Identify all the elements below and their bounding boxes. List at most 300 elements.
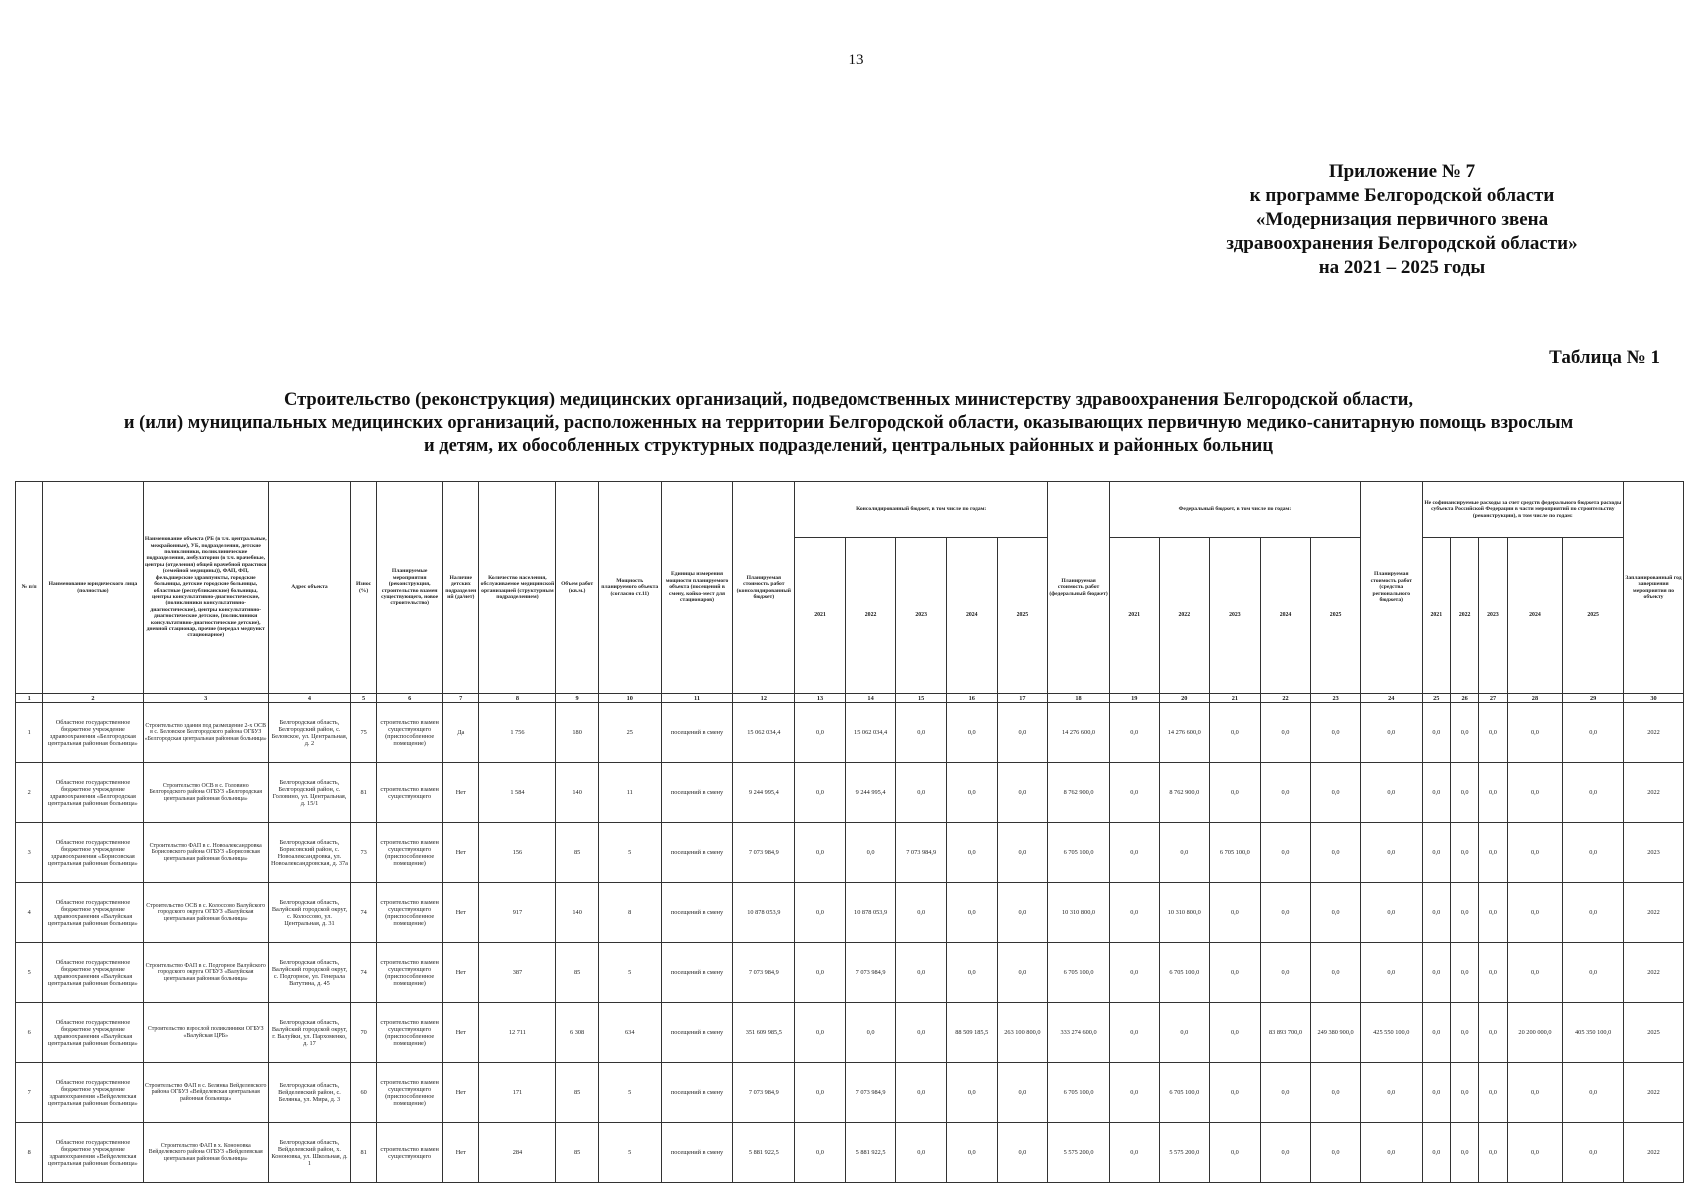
consolidated-year-cell: 0,0: [997, 1063, 1048, 1123]
column-number: 4: [268, 694, 350, 703]
column-number: 25: [1422, 694, 1450, 703]
header-year: 2025: [1563, 538, 1624, 694]
capacity-cell: 25: [598, 703, 661, 763]
cost-regional-cell: 425 550 100,0: [1360, 1003, 1422, 1063]
federal-year-cell: 5 575 200,0: [1159, 1123, 1210, 1183]
cost-consolidated-cell: 7 073 984,9: [733, 943, 795, 1003]
construction-table: [15, 481, 1684, 1183]
consolidated-year-cell: 7 073 984,9: [845, 943, 896, 1003]
header-year: 2024: [1507, 538, 1563, 694]
units-cell: посещений в смену: [661, 823, 733, 883]
column-number: 15: [896, 694, 947, 703]
cost-federal-cell: 8 762 900,0: [1048, 763, 1110, 823]
column-number: 26: [1450, 694, 1478, 703]
cost-consolidated-cell: 5 881 922,5: [733, 1123, 795, 1183]
federal-year-cell: 0,0: [1109, 1003, 1159, 1063]
cost-federal-cell: 333 274 600,0: [1048, 1003, 1110, 1063]
consolidated-year-cell: 0,0: [795, 763, 846, 823]
appendix-line: к программе Белгородской области: [1249, 185, 1555, 206]
header-year: 2023: [896, 538, 947, 694]
regional-year-cell: 0,0: [1450, 1063, 1478, 1123]
consolidated-year-cell: 0,0: [845, 823, 896, 883]
row-number: 6: [16, 1003, 43, 1063]
regional-year-cell: 0,0: [1479, 1003, 1507, 1063]
units-cell: посещений в смену: [661, 883, 733, 943]
wear-cell: 70: [350, 1003, 376, 1063]
legal-entity-cell: Областное государственное бюджетное учреждение здравоохранения «Валуйская центральная районная больница»: [43, 883, 143, 943]
table-label: Таблица № 1: [1549, 347, 1660, 368]
consolidated-year-cell: 0,0: [946, 763, 997, 823]
capacity-cell: 8: [598, 883, 661, 943]
units-cell: посещений в смену: [661, 1063, 733, 1123]
header-consolidated-group: Консолидированный бюджет, в том числе по годам:: [795, 482, 1048, 538]
header-population: Количество населения, обслуживаемое медицинской организацией (структурным подразделением): [479, 482, 556, 694]
table-row: [16, 823, 1684, 883]
measure-cell: строительство взамен существующего (приспособленное помещение): [377, 943, 443, 1003]
federal-year-cell: 0,0: [1260, 943, 1311, 1003]
header-year: 2022: [1450, 538, 1478, 694]
capacity-cell: 5: [598, 1123, 661, 1183]
federal-year-cell: 0,0: [1260, 763, 1311, 823]
children-cell: Нет: [443, 1003, 479, 1063]
cost-consolidated-cell: 7 073 984,9: [733, 1063, 795, 1123]
column-number: 27: [1479, 694, 1507, 703]
column-number: 5: [350, 694, 376, 703]
column-number: 20: [1159, 694, 1210, 703]
regional-year-cell: 0,0: [1479, 1123, 1507, 1183]
regional-year-cell: 0,0: [1563, 1063, 1624, 1123]
federal-year-cell: 0,0: [1159, 1003, 1210, 1063]
cost-federal-cell: 14 276 600,0: [1048, 703, 1110, 763]
cost-consolidated-cell: 10 878 053,9: [733, 883, 795, 943]
consolidated-year-cell: 0,0: [795, 943, 846, 1003]
header-year: 2021: [1422, 538, 1450, 694]
header-year: 2024: [1260, 538, 1311, 694]
completion-year-cell: 2022: [1624, 883, 1684, 943]
appendix-heading: [1172, 160, 1632, 280]
regional-year-cell: 0,0: [1479, 703, 1507, 763]
measure-cell: строительство взамен существующего (приспособленное помещение): [377, 1063, 443, 1123]
legal-entity-cell: Областное государственное бюджетное учреждение здравоохранения «Валуйская центральная районная больница»: [43, 1003, 143, 1063]
units-cell: посещений в смену: [661, 1123, 733, 1183]
wear-cell: 73: [350, 823, 376, 883]
population-cell: 171: [479, 1063, 556, 1123]
table-row: [16, 703, 1684, 763]
consolidated-year-cell: 0,0: [946, 943, 997, 1003]
measure-cell: строительство взамен существующего (приспособленное помещение): [377, 1003, 443, 1063]
federal-year-cell: 0,0: [1260, 1063, 1311, 1123]
federal-year-cell: 6 705 100,0: [1159, 1063, 1210, 1123]
federal-year-cell: 10 310 800,0: [1159, 883, 1210, 943]
federal-year-cell: 0,0: [1210, 883, 1261, 943]
header-volume: Объем работ (кв.м.): [556, 482, 599, 694]
title-line: и (или) муниципальных медицинских организаций, расположенных на территории Белгородской области, оказывающих первичную медико-санитарную помощь взрослым: [123, 413, 1574, 433]
header-planned-measures: Планируемые мероприятия (реконструкция, строительство взамен существующего, новое строительство): [377, 482, 443, 694]
cost-regional-cell: 0,0: [1360, 1063, 1422, 1123]
wear-cell: 60: [350, 1063, 376, 1123]
measure-cell: строительство взамен существующего (приспособленное помещение): [377, 883, 443, 943]
regional-year-cell: 0,0: [1450, 763, 1478, 823]
consolidated-year-cell: 0,0: [946, 883, 997, 943]
header-year: 2023: [1479, 538, 1507, 694]
consolidated-year-cell: 0,0: [795, 1063, 846, 1123]
cost-federal-cell: 6 705 100,0: [1048, 943, 1110, 1003]
federal-year-cell: 6 705 100,0: [1159, 943, 1210, 1003]
federal-year-cell: 83 893 700,0: [1260, 1003, 1311, 1063]
completion-year-cell: 2025: [1624, 1003, 1684, 1063]
federal-year-cell: 249 380 900,0: [1311, 1003, 1361, 1063]
regional-year-cell: 0,0: [1450, 1003, 1478, 1063]
consolidated-year-cell: 263 100 800,0: [997, 1003, 1048, 1063]
cost-consolidated-cell: 15 062 034,4: [733, 703, 795, 763]
federal-year-cell: 0,0: [1311, 823, 1361, 883]
header-cost-federal: Планируемая стоимость работ (федеральный бюджет): [1048, 482, 1110, 694]
federal-year-cell: 0,0: [1260, 1123, 1311, 1183]
appendix-line: здравоохранения Белгородской области»: [1226, 233, 1578, 254]
column-number: 19: [1109, 694, 1159, 703]
table-body: [16, 703, 1684, 1183]
row-number: 7: [16, 1063, 43, 1123]
address-cell: Белгородская область, Белгородский район, с. Головино, ул. Центральная, д. 15/1: [268, 763, 350, 823]
consolidated-year-cell: 0,0: [795, 703, 846, 763]
children-cell: Нет: [443, 883, 479, 943]
units-cell: посещений в смену: [661, 763, 733, 823]
row-number: 5: [16, 943, 43, 1003]
consolidated-year-cell: 0,0: [946, 703, 997, 763]
federal-year-cell: 0,0: [1159, 823, 1210, 883]
header-address: Адрес объекта: [268, 482, 350, 694]
population-cell: 1 584: [479, 763, 556, 823]
header-legal-entity: Наименование юридического лица (полностью): [43, 482, 143, 694]
consolidated-year-cell: 9 244 995,4: [845, 763, 896, 823]
volume-cell: 140: [556, 763, 599, 823]
consolidated-year-cell: 88 509 185,5: [946, 1003, 997, 1063]
consolidated-year-cell: 0,0: [795, 1003, 846, 1063]
population-cell: 1 756: [479, 703, 556, 763]
capacity-cell: 5: [598, 943, 661, 1003]
federal-year-cell: 0,0: [1210, 763, 1261, 823]
wear-cell: 81: [350, 1123, 376, 1183]
regional-year-cell: 0,0: [1422, 883, 1450, 943]
table-row: [16, 1003, 1684, 1063]
regional-year-cell: 0,0: [1479, 1063, 1507, 1123]
regional-year-cell: 0,0: [1563, 883, 1624, 943]
wear-cell: 74: [350, 883, 376, 943]
object-name-cell: Строительство ОСВ в с. Головино Белгородского района ОГБУЗ «Белгородская центральная районная больница»: [143, 763, 268, 823]
address-cell: Белгородская область, Валуйский городской округ, с. Колоссово, ул. Центральная, д. 31: [268, 883, 350, 943]
cost-federal-cell: 6 705 100,0: [1048, 1063, 1110, 1123]
consolidated-year-cell: 0,0: [946, 823, 997, 883]
measure-cell: строительство взамен существующего: [377, 763, 443, 823]
federal-year-cell: 6 705 100,0: [1210, 823, 1261, 883]
header-year: 2021: [795, 538, 846, 694]
object-name-cell: Строительство ФАП в х. Кононовка Вейделевского района ОГБУЗ «Вейделевская центральная районная больница»: [143, 1123, 268, 1183]
column-number: 7: [443, 694, 479, 703]
header-units: Единицы измерения мощности планируемого объекта (посещений в смену, койко-мест для стационаров): [661, 482, 733, 694]
title-line: и детям, их обособленных структурных подразделений, центральных районных и районных больниц: [424, 436, 1273, 456]
column-number: 3: [143, 694, 268, 703]
cost-regional-cell: 0,0: [1360, 763, 1422, 823]
row-number: 3: [16, 823, 43, 883]
federal-year-cell: 0,0: [1109, 943, 1159, 1003]
header-capacity: Мощность планируемого объекта (согласно ст.11): [598, 482, 661, 694]
regional-year-cell: 0,0: [1507, 943, 1563, 1003]
regional-year-cell: 0,0: [1422, 823, 1450, 883]
federal-year-cell: 8 762 900,0: [1159, 763, 1210, 823]
column-number: 13: [795, 694, 846, 703]
consolidated-year-cell: 0,0: [896, 1123, 947, 1183]
object-name-cell: Строительство здания под размещение 2-х ОСВ в с. Беловское Белгородского района ОГБУЗ «Белгородская центральная районная больница»: [143, 703, 268, 763]
federal-year-cell: 0,0: [1311, 1123, 1361, 1183]
header-cost-consolidated: Планируемая стоимость работ (консолидированный бюджет): [733, 482, 795, 694]
regional-year-cell: 0,0: [1422, 1123, 1450, 1183]
document-title: [40, 389, 1657, 458]
federal-year-cell: 0,0: [1311, 883, 1361, 943]
column-number: 29: [1563, 694, 1624, 703]
cost-regional-cell: 0,0: [1360, 883, 1422, 943]
object-name-cell: Строительство ФАП в с. Новоалександровка Борисовского района ОГБУЗ «Борисовская центральная районная больница»: [143, 823, 268, 883]
address-cell: Белгородская область, Валуйский городской округ, с. Подгорное, ул. Генерала Ватутина, д. 45: [268, 943, 350, 1003]
cost-consolidated-cell: 351 609 985,5: [733, 1003, 795, 1063]
header-year: 2024: [946, 538, 997, 694]
regional-year-cell: 0,0: [1563, 823, 1624, 883]
completion-year-cell: 2022: [1624, 1063, 1684, 1123]
regional-year-cell: 0,0: [1422, 703, 1450, 763]
federal-year-cell: 0,0: [1210, 1003, 1261, 1063]
children-cell: Нет: [443, 943, 479, 1003]
header-year: 2023: [1210, 538, 1261, 694]
consolidated-year-cell: 7 073 984,9: [845, 1063, 896, 1123]
column-number: 24: [1360, 694, 1422, 703]
federal-year-cell: 0,0: [1260, 883, 1311, 943]
column-number: 18: [1048, 694, 1110, 703]
regional-year-cell: 0,0: [1507, 763, 1563, 823]
column-number: 2: [43, 694, 143, 703]
completion-year-cell: 2022: [1624, 943, 1684, 1003]
federal-year-cell: 0,0: [1109, 703, 1159, 763]
units-cell: посещений в смену: [661, 703, 733, 763]
volume-cell: 180: [556, 703, 599, 763]
federal-year-cell: 0,0: [1210, 1123, 1261, 1183]
volume-cell: 85: [556, 823, 599, 883]
children-cell: Нет: [443, 763, 479, 823]
children-cell: Нет: [443, 1063, 479, 1123]
regional-year-cell: 0,0: [1422, 943, 1450, 1003]
federal-year-cell: 0,0: [1109, 763, 1159, 823]
children-cell: Нет: [443, 823, 479, 883]
regional-year-cell: 20 200 000,0: [1507, 1003, 1563, 1063]
column-number: 21: [1210, 694, 1261, 703]
capacity-cell: 634: [598, 1003, 661, 1063]
consolidated-year-cell: 0,0: [845, 1003, 896, 1063]
regional-year-cell: 0,0: [1507, 1063, 1563, 1123]
regional-year-cell: 0,0: [1507, 703, 1563, 763]
cost-federal-cell: 5 575 200,0: [1048, 1123, 1110, 1183]
table-row: [16, 883, 1684, 943]
federal-year-cell: 0,0: [1260, 703, 1311, 763]
federal-year-cell: 14 276 600,0: [1159, 703, 1210, 763]
appendix-line: Приложение № 7: [1328, 161, 1476, 182]
measure-cell: строительство взамен существующего (приспособленное помещение): [377, 703, 443, 763]
column-number: 28: [1507, 694, 1563, 703]
federal-year-cell: 0,0: [1311, 943, 1361, 1003]
header-year: 2021: [1109, 538, 1159, 694]
header-year: 2025: [1311, 538, 1361, 694]
regional-year-cell: 0,0: [1422, 763, 1450, 823]
table-row: [16, 943, 1684, 1003]
consolidated-year-cell: 15 062 034,4: [845, 703, 896, 763]
appendix-line: на 2021 – 2025 годы: [1318, 257, 1486, 278]
column-number: 17: [997, 694, 1048, 703]
row-number: 4: [16, 883, 43, 943]
object-name-cell: Строительство взрослой поликлиники ОГБУЗ «Валуйская ЦРБ»: [143, 1003, 268, 1063]
regional-year-cell: 0,0: [1450, 883, 1478, 943]
federal-year-cell: 0,0: [1210, 703, 1261, 763]
consolidated-year-cell: 0,0: [997, 883, 1048, 943]
consolidated-year-cell: 0,0: [997, 703, 1048, 763]
object-name-cell: Строительство ФАП в с. Белянка Вейделевского района ОГБУЗ «Вейделевская центральная районная больница»: [143, 1063, 268, 1123]
federal-year-cell: 0,0: [1109, 1123, 1159, 1183]
header-federal-group: Федеральный бюджет, в том числе по годам:: [1109, 482, 1360, 538]
completion-year-cell: 2022: [1624, 1123, 1684, 1183]
regional-year-cell: 0,0: [1479, 763, 1507, 823]
header-year: 2022: [845, 538, 896, 694]
address-cell: Белгородская область, Вейделевский район, с. Белянка, ул. Мира, д. 3: [268, 1063, 350, 1123]
appendix-line: «Модернизация первичного звена: [1255, 209, 1549, 230]
table-row: [16, 1063, 1684, 1123]
regional-year-cell: 0,0: [1507, 883, 1563, 943]
title-line: Строительство (реконструкция) медицинских организаций, подведомственных министерству здравоохранения Белгородской области,: [284, 390, 1413, 410]
page-number: 13: [848, 52, 864, 68]
legal-entity-cell: Областное государственное бюджетное учреждение здравоохранения «Белгородская центральная районная больница»: [43, 703, 143, 763]
volume-cell: 85: [556, 1063, 599, 1123]
legal-entity-cell: Областное государственное бюджетное учреждение здравоохранения «Вейделевская центральная районная больница»: [43, 1123, 143, 1183]
table-row: [16, 763, 1684, 823]
column-number: 8: [479, 694, 556, 703]
regional-year-cell: 0,0: [1563, 943, 1624, 1003]
object-name-cell: Строительство ФАП в с. Подгорное Валуйского городского округа ОГБУЗ «Валуйская центральная районная больница»: [143, 943, 268, 1003]
volume-cell: 140: [556, 883, 599, 943]
regional-year-cell: 0,0: [1479, 823, 1507, 883]
consolidated-year-cell: 7 073 984,9: [896, 823, 947, 883]
consolidated-year-cell: 0,0: [896, 1063, 947, 1123]
regional-year-cell: 0,0: [1563, 703, 1624, 763]
header-year: 2025: [997, 538, 1048, 694]
row-number: 8: [16, 1123, 43, 1183]
header-num: № п/п: [16, 482, 43, 694]
legal-entity-cell: Областное государственное бюджетное учреждение здравоохранения «Белгородская центральная районная больница»: [43, 763, 143, 823]
address-cell: Белгородская область, Борисовский район, с. Новоалександровка, ул. Новоалександровская, д. 37а: [268, 823, 350, 883]
column-number: 23: [1311, 694, 1361, 703]
population-cell: 156: [479, 823, 556, 883]
consolidated-year-cell: 0,0: [896, 763, 947, 823]
regional-year-cell: 0,0: [1507, 823, 1563, 883]
regional-year-cell: 0,0: [1479, 943, 1507, 1003]
federal-year-cell: 0,0: [1260, 823, 1311, 883]
header-completion-year: Запланированный год завершения мероприятия по объекту: [1624, 482, 1684, 694]
population-cell: 917: [479, 883, 556, 943]
wear-cell: 74: [350, 943, 376, 1003]
cost-federal-cell: 10 310 800,0: [1048, 883, 1110, 943]
regional-year-cell: 0,0: [1422, 1003, 1450, 1063]
volume-cell: 6 308: [556, 1003, 599, 1063]
column-number: 12: [733, 694, 795, 703]
column-number: 14: [845, 694, 896, 703]
units-cell: посещений в смену: [661, 943, 733, 1003]
cost-regional-cell: 0,0: [1360, 823, 1422, 883]
population-cell: 387: [479, 943, 556, 1003]
wear-cell: 75: [350, 703, 376, 763]
federal-year-cell: 0,0: [1109, 1063, 1159, 1123]
column-number: 11: [661, 694, 733, 703]
regional-year-cell: 0,0: [1450, 1123, 1478, 1183]
cost-regional-cell: 0,0: [1360, 943, 1422, 1003]
measure-cell: строительство взамен существующего (приспособленное помещение): [377, 823, 443, 883]
consolidated-year-cell: 10 878 053,9: [845, 883, 896, 943]
consolidated-year-cell: 0,0: [896, 703, 947, 763]
federal-year-cell: 0,0: [1311, 763, 1361, 823]
children-cell: Нет: [443, 1123, 479, 1183]
header-wear: Износ (%): [350, 482, 376, 694]
header-children-units: Наличие детских подразделений (да/нет): [443, 482, 479, 694]
consolidated-year-cell: 0,0: [946, 1063, 997, 1123]
header-regional-group: Не софинансируемые расходы за счет средств федерального бюджета расходы субъекта Российской Федерации в части мероприятий по строительству (реконструкции), в том числе по годам:: [1422, 482, 1623, 538]
header-year: 2022: [1159, 538, 1210, 694]
capacity-cell: 11: [598, 763, 661, 823]
consolidated-year-cell: 0,0: [896, 943, 947, 1003]
wear-cell: 81: [350, 763, 376, 823]
consolidated-year-cell: 0,0: [997, 1123, 1048, 1183]
completion-year-cell: 2023: [1624, 823, 1684, 883]
measure-cell: строительство взамен существующего: [377, 1123, 443, 1183]
consolidated-year-cell: 0,0: [997, 763, 1048, 823]
consolidated-year-cell: 0,0: [946, 1123, 997, 1183]
column-number: 6: [377, 694, 443, 703]
address-cell: Белгородская область, Белгородский район, с. Беловское, ул. Центральная, д. 2: [268, 703, 350, 763]
consolidated-year-cell: 0,0: [896, 883, 947, 943]
regional-year-cell: 0,0: [1422, 1063, 1450, 1123]
legal-entity-cell: Областное государственное бюджетное учреждение здравоохранения «Вейделевская центральная районная больница»: [43, 1063, 143, 1123]
population-cell: 12 711: [479, 1003, 556, 1063]
column-number: 22: [1260, 694, 1311, 703]
column-number: 10: [598, 694, 661, 703]
cost-consolidated-cell: 7 073 984,9: [733, 823, 795, 883]
completion-year-cell: 2022: [1624, 703, 1684, 763]
regional-year-cell: 405 350 100,0: [1563, 1003, 1624, 1063]
table-row: [16, 1123, 1684, 1183]
cost-regional-cell: 0,0: [1360, 1123, 1422, 1183]
row-number: 1: [16, 703, 43, 763]
regional-year-cell: 0,0: [1563, 1123, 1624, 1183]
consolidated-year-cell: 0,0: [795, 823, 846, 883]
federal-year-cell: 0,0: [1109, 823, 1159, 883]
consolidated-year-cell: 0,0: [795, 883, 846, 943]
legal-entity-cell: Областное государственное бюджетное учреждение здравоохранения «Борисовская центральная районная больница»: [43, 823, 143, 883]
cost-consolidated-cell: 9 244 995,4: [733, 763, 795, 823]
regional-year-cell: 0,0: [1563, 763, 1624, 823]
regional-year-cell: 0,0: [1450, 943, 1478, 1003]
column-numbers-row: [16, 694, 1684, 703]
consolidated-year-cell: 0,0: [997, 943, 1048, 1003]
regional-year-cell: 0,0: [1479, 883, 1507, 943]
federal-year-cell: 0,0: [1311, 1063, 1361, 1123]
regional-year-cell: 0,0: [1507, 1123, 1563, 1183]
children-cell: Да: [443, 703, 479, 763]
federal-year-cell: 0,0: [1311, 703, 1361, 763]
header-row: [16, 482, 1684, 538]
completion-year-cell: 2022: [1624, 763, 1684, 823]
legal-entity-cell: Областное государственное бюджетное учреждение здравоохранения «Валуйская центральная районная больница»: [43, 943, 143, 1003]
